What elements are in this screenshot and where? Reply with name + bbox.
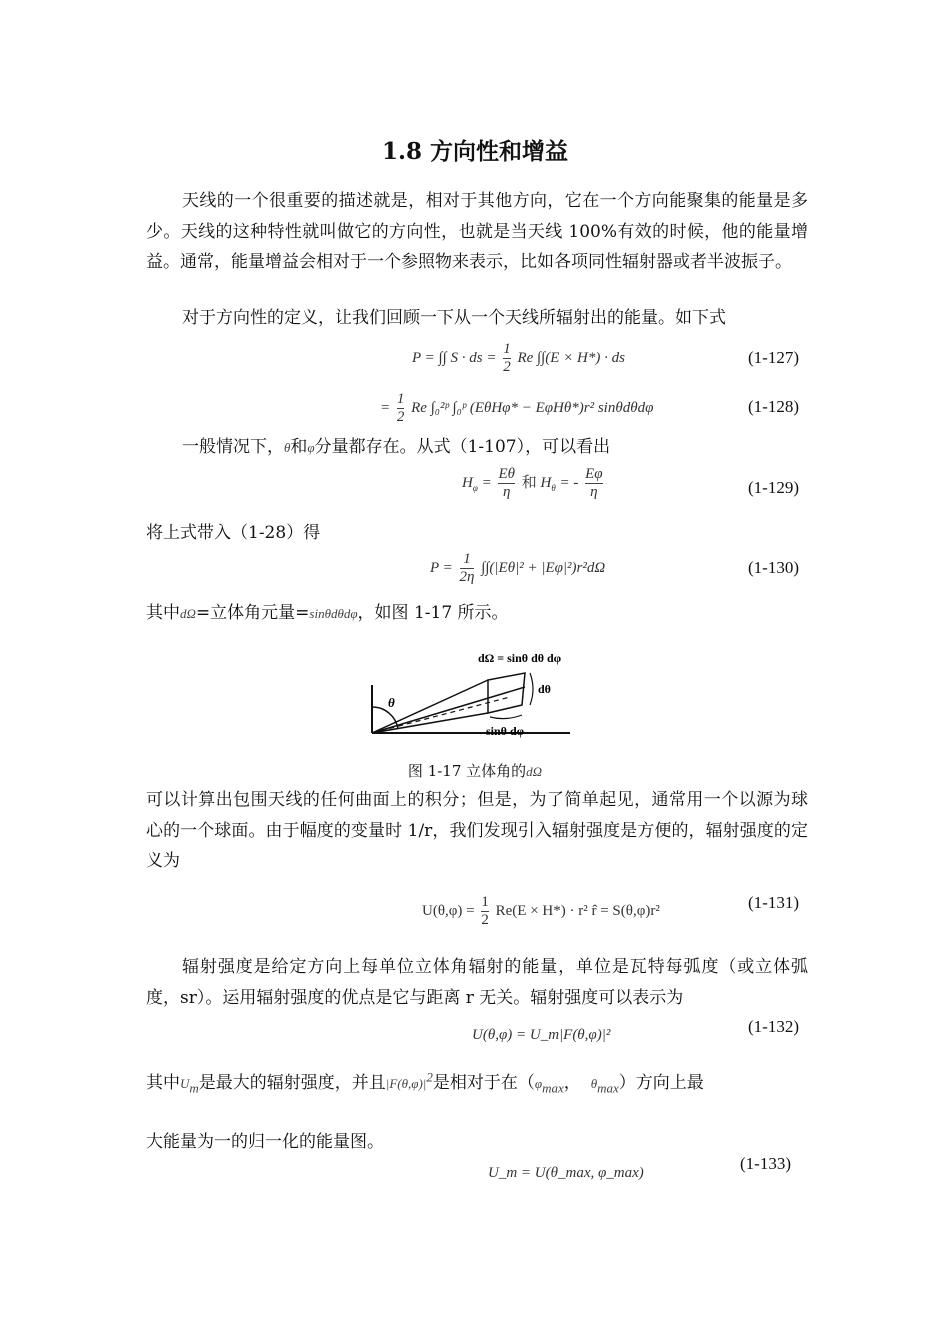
general-case-line: 一般情况下，θ和φ分量都存在。从式（1-107），可以看出 (182, 437, 611, 457)
dphi-arrow (490, 715, 522, 719)
figure-caption: 图 1-17 立体角的dΩ (407, 762, 543, 780)
solid-angle-line: 其中dΩ=立体角元量=sinθdθdφ，如图 1-17 所示。 (146, 603, 509, 623)
equation-label-1-132: (1-132) (748, 1017, 799, 1036)
equation-1-130: P = $\frac{1}{2\eta}$ ∫∫(|Eθ|² + |Eφ|²)r²dΩ (430, 551, 606, 585)
directivity-paragraph: 对于方向性的定义，让我们回顾一下从一个天线所辐射出的能量。如下式 (182, 308, 726, 328)
intro-paragraph: 天线的一个很重要的描述就是，相对于其他方向，它在一个方向能聚集的能量是多少。天线的这种特性就叫做它的方向性，也就是当天线 100%有效的时候，他的能量增益。通常，能量增益会相对于一个参照物来表示，比如各项同性辐射器或者半波振子。 (146, 191, 808, 272)
section-title: 1.8 方向性和增益 (381, 138, 569, 165)
equation-label-1-129: (1-129) (748, 478, 799, 497)
equation-label-1-130: (1-130) (748, 558, 799, 577)
figure-top-label: dΩ = sinθ dθ dφ (478, 651, 562, 665)
equation-label-1-133: (1-133) (740, 1154, 791, 1173)
figure-angle-label: θ (388, 695, 395, 710)
substitute-line: 将上式带入（1-28）得 (146, 523, 321, 543)
equation-label-1-128: (1-128) (748, 397, 799, 416)
equation-1-131: U(θ,φ) = $\frac{1}{2}$ Re(E × H*) · r² r̂ = S(θ,φ)r² (422, 894, 660, 928)
equation-1-128: = $\frac{1}{2}$ Re ∫₀²ᵖ ∫₀ᵖ (EθHφ* − EφHθ*)r² sinθdθdφ (380, 391, 654, 425)
equation-label-1-131: (1-131) (748, 893, 799, 912)
integral-paragraph: 可以计算出包围天线的任何曲面上的积分；但是，为了简单起见，通常用一个以源为球心的一个球面。由于幅度的变量时 1/r，我们发现引入辐射强度是方便的，辐射强度的定义为 (146, 790, 808, 871)
equation-label-1-127: (1-127) (748, 348, 799, 367)
equation-1-127: P = ∫∫ S · ds = $\frac{1}{2}$ Re ∫∫(E × H*) · ds (412, 341, 625, 375)
solid-angle-figure (360, 645, 600, 745)
intensity-paragraph: 辐射强度是给定方向上每单位立体角辐射的能量，单位是瓦特每弧度（或立体弧度，sr）。运用辐射强度的优点是它与距离 r 无关。辐射强度可以表示为 (146, 957, 808, 1008)
um-line: 其中$U_m$是最大的辐射强度，并且$|F(\theta,\varphi)|^2$是相对于在（$\varphi_{max}$， $\theta_{max}$）方向上最 (146, 1069, 704, 1096)
equation-1-133: U_m = U(θ_max, φ_max) (488, 1165, 644, 1181)
figure-bottom-label: sinθ dφ (486, 724, 525, 738)
equation-1-129: $H_\varphi$ = $\frac{E\theta}{\eta}$ 和 $H_\theta$ = - $\frac{E\varphi}{\eta}$ (462, 466, 603, 500)
dtheta-arrow (530, 673, 533, 705)
figure-right-label: dθ (538, 682, 551, 696)
equation-1-132: U(θ,φ) = U_m|F(θ,φ)|² (472, 1027, 611, 1043)
normalized-line: 大能量为一的归一化的能量图。 (146, 1132, 384, 1152)
